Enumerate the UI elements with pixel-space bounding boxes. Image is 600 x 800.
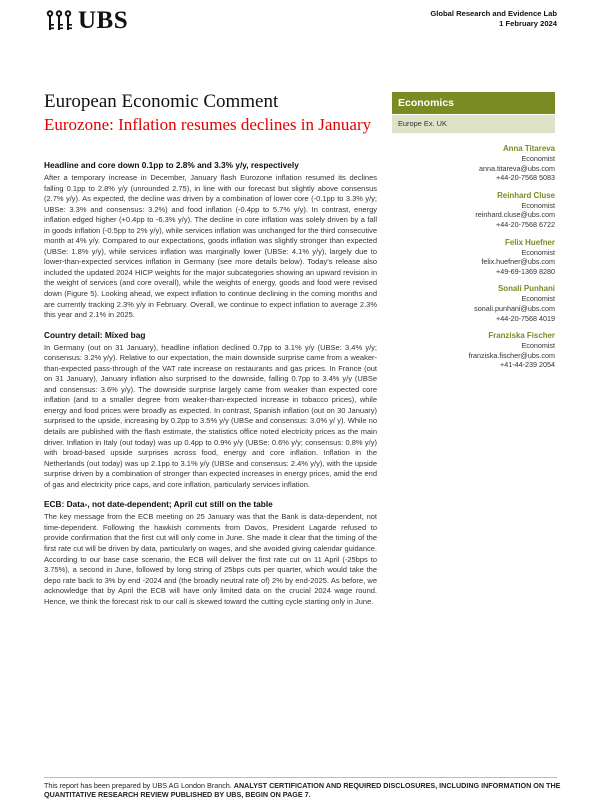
analyst-email[interactable]: franziska.fischer@ubs.com xyxy=(468,350,555,360)
section-body: The key message from the ECB meeting on 25 January was that the Bank is data-dependent, not time-dependent. Following the hawkish comments from Davos, President Lagarde refused to provide confirmation that the first cut will only come in June. She made it clear that the timing of the first rate cut will be driven by data, particularly on wages, and she avoided giving calendar guidance. According to our base case scenario, the ECB will deliver the first rate cut on 11 April (-25bps to 3.75%), a second in June, followed by long string of 25bps cuts per quarter, which would take the depo rate back to 3% by end -2024 and (the broadly neutral rate of) 2% by end-2025. As before, we acknowledge that by April the ECB will have only limited data on the crucial 2024 wage round. Hence, we think the forecast risk to our call is skewed toward the cutting cycle starting only in June. xyxy=(44,512,377,606)
analyst-phone: +44-20-7568 5083 xyxy=(496,173,555,183)
analyst-role: Economist xyxy=(521,247,555,257)
sidebar xyxy=(392,92,555,378)
analyst-email[interactable]: reinhard.cluse@ubs.com xyxy=(475,210,555,220)
lab-name: Global Research and Evidence Lab xyxy=(430,9,557,18)
analyst-card xyxy=(392,331,555,370)
section-heading: ECB: Data-, not date-dependent; April cut still on the table xyxy=(44,499,273,510)
section-body: In Germany (out on 31 January), headline inflation declined 0.7pp to 3.1% y/y (UBSe: 3.4% y/y; consensus: 3.2% y/y). Relative to our expectation, the main downside surprise came from a weaker-than-expected pass-through of the VAT rate increase on restaurants and gas prices. In France (out on 31 January), January inflation also surprised to the downside, falling 0.7pp to 3.4% y/y (UBSe and consensus: 3.6% y/y). The downside surprise largely came from weaker than expected core inflation (and to a smaller degree from weaker-than-expected increase in tobacco prices), while energy and food prices were broadly as expected. In contrast, Spanish inflation (out on 30 January) surprised to the upside, increasing by 0.2pp to 3.5% y/y (UBSe and consensus: 3.0% y/ y). While no details are published with the flash estimate, the statistics office noted electricity prices as the main driver. Inflation in Italy (out today) was up 0.4pp to 0.9% y/y (UBSe: 0.6% y/y; consensus: 0.8% y/y) with broad-based upside surprises across food, energy and core inflation. Inflation in the Netherlands (out today) was up 2.1pp to 3.1% y/y (UBSe and consensus: 2.4% y/y), with the upside surprise driven by a combination of stronger than expected increases in energy prices, amid the end of gas and electricity price caps, and core inflation, particularly services inflation. xyxy=(44,342,377,489)
analyst-phone: +49-69-1369 8280 xyxy=(496,266,555,276)
footer-prepared-by: This report has been prepared by UBS AG London Branch. xyxy=(44,781,232,790)
analyst-list xyxy=(392,144,555,370)
analyst-role: Economist xyxy=(521,294,555,304)
analyst-card xyxy=(392,191,555,230)
section-ecb xyxy=(44,499,377,607)
analyst-name: Franziska Fischer xyxy=(488,331,555,341)
footer-disclosure-link[interactable]: ANALYST CERTIFICATION AND REQUIRED DISCLOSURES, INCLUDING INFORMATION ON THE QUANTITATIVE RESEARCH REVIEW PUBLISHED BY UBS, BEGIN ON PAGE 7. xyxy=(44,781,561,800)
analyst-role: Economist xyxy=(521,200,555,210)
analyst-phone: +44-20-7568 6722 xyxy=(496,219,555,229)
analyst-phone: +41-44-239 2054 xyxy=(500,360,555,370)
analyst-email[interactable]: sonali.punhani@ubs.com xyxy=(474,303,555,313)
analyst-phone: +44-20-7568 4019 xyxy=(496,313,555,323)
analyst-card xyxy=(392,238,555,277)
research-lab-header xyxy=(430,9,557,28)
analyst-name: Anna Titareva xyxy=(502,144,555,153)
section-headline-core xyxy=(44,160,377,321)
analyst-role: Economist xyxy=(521,154,555,163)
ubs-logo xyxy=(44,8,128,33)
topic-label: Economics xyxy=(392,92,555,114)
document-title: Eurozone: Inflation resumes declines in January xyxy=(44,115,372,134)
analyst-name: Sonali Punhani xyxy=(498,284,555,294)
report-date: 1 February 2024 xyxy=(499,18,557,28)
analyst-email[interactable]: anna.titareva@ubs.com xyxy=(478,163,555,173)
ubs-keys-icon xyxy=(44,9,74,33)
footer-disclaimer xyxy=(44,781,564,800)
analyst-name: Reinhard Cluse xyxy=(497,190,555,200)
region-label: Europe Ex. UK xyxy=(392,115,555,133)
main-content xyxy=(44,160,377,616)
document-type: European Economic Comment xyxy=(44,91,279,112)
analyst-role: Economist xyxy=(521,341,555,351)
analyst-name: Felix Huefner xyxy=(505,237,555,247)
analyst-card xyxy=(392,144,555,183)
section-heading: Country detail: Mixed bag xyxy=(44,329,146,340)
logo-text: UBS xyxy=(78,7,129,34)
section-country-detail xyxy=(44,330,377,491)
analyst-card xyxy=(392,284,555,323)
section-heading: Headline and core down 0.1pp to 2.8% and 3.3% y/y, respectively xyxy=(44,160,299,170)
section-body: After a temporary increase in December, January flash Eurozone inflation resumed its declines falling 0.1pp to 2.8% y/y (unrounded 2.75), in line with our forecast but slightly above consensus (2.7% y/y). As expected, the decline was driven by a combination of lower core (-0.1pp to 3.3% y/y; UBSe: 3.3% and consensus: 3.2%) and food inflation (-0.4pp to 5.7% y/y). In contrast, energy inflation edged higher (+0.4pp to -6.3% y/y). The decline in core inflation was solely driven by a fall in goods inflation (-0.5pp to 2% y/y), while services inflation was unchanged for the third consecutive month at 4% y/y. Compared to our expectations, goods inflation was slightly stronger than expected (UBSe: 1.8% y/y), while services inflation was marginally lower (UBSe: 4.1% y/y), largely due to lower-than-expected services inflation in Germany (see more details below). Today's release also included the updated 2024 HICP weights for the major subcategories showing an upward revision in the weight of services (and core overall), while the weights of energy, goods and food were revised down (Figure 5). Looking ahead, we expect inflation to continue declining in the coming months and are currently tracking 2.3% y/y in February. Overall, we continue to expect inflation to average 2.3% this year and 2.1% in 2025. xyxy=(44,173,377,320)
analyst-email[interactable]: felix.huefner@ubs.com xyxy=(481,257,555,267)
footer-divider xyxy=(44,777,557,778)
